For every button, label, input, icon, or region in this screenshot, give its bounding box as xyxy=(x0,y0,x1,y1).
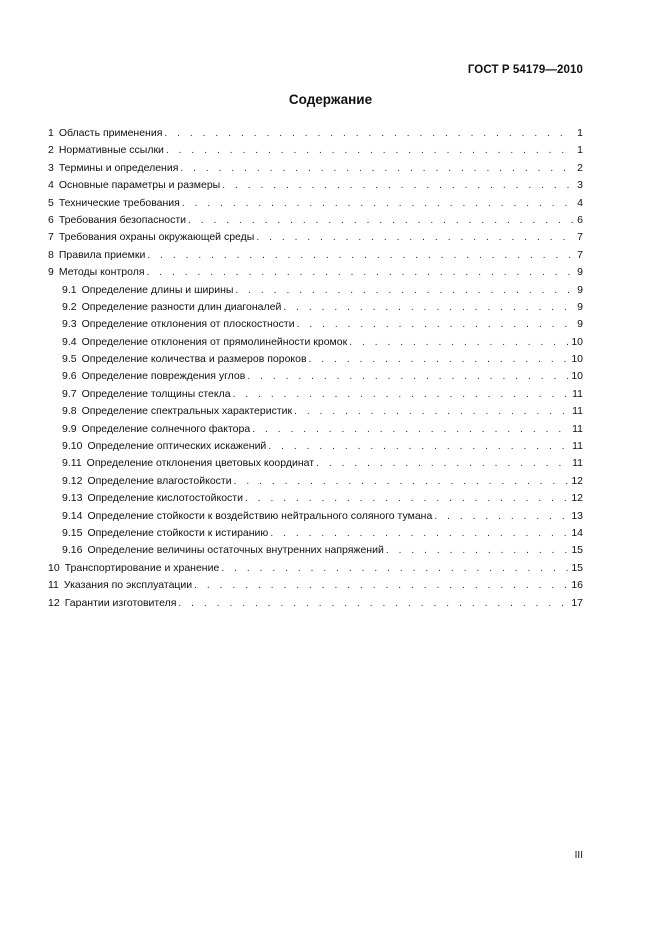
toc-entry[interactable] xyxy=(48,525,583,542)
toc-entry-title: Требования охраны окружающей среды xyxy=(58,231,255,244)
toc-entry[interactable] xyxy=(48,299,583,316)
toc-entry-page: 11 xyxy=(572,457,583,470)
toc-entry-title: Транспортирование и хранение xyxy=(64,561,220,574)
toc-entry[interactable] xyxy=(48,386,583,403)
toc-entry-title: Определение количества и размеров пороков xyxy=(81,353,307,366)
toc-entry-number: 9.12 xyxy=(62,474,83,487)
toc-title: Содержание xyxy=(288,92,373,107)
toc-entry[interactable] xyxy=(48,455,583,472)
toc-leader-dots xyxy=(180,160,573,177)
toc-entry-number: 9.4 xyxy=(62,335,77,348)
table-of-contents xyxy=(48,125,583,612)
toc-entry-title: Определение кислотостойкости xyxy=(87,492,243,505)
toc-entry-number: 9.8 xyxy=(62,405,77,418)
toc-entry-number: 9.10 xyxy=(62,440,83,453)
toc-entry[interactable] xyxy=(48,490,583,507)
toc-leader-dots xyxy=(386,542,569,559)
toc-entry[interactable] xyxy=(48,334,583,351)
toc-entry-page: 16 xyxy=(571,579,583,592)
toc-entry[interactable] xyxy=(48,542,583,559)
toc-entry-title: Определение стойкости к истиранию xyxy=(87,526,269,539)
toc-entry[interactable] xyxy=(48,508,583,525)
toc-entry-number: 9.9 xyxy=(62,422,77,435)
toc-entry[interactable] xyxy=(48,560,583,577)
toc-entry-page: 7 xyxy=(577,231,583,244)
toc-entry[interactable] xyxy=(48,212,583,229)
toc-entry-title: Требования безопасности xyxy=(58,213,187,226)
toc-entry[interactable] xyxy=(48,403,583,420)
toc-entry-page: 9 xyxy=(577,266,583,279)
toc-entry[interactable] xyxy=(48,195,583,212)
toc-leader-dots xyxy=(235,282,573,299)
toc-entry-title: Технические требования xyxy=(58,196,180,209)
toc-entry[interactable] xyxy=(48,125,583,142)
toc-entry[interactable] xyxy=(48,247,583,264)
toc-leader-dots xyxy=(233,386,571,403)
toc-entry-title: Правила приемки xyxy=(58,248,146,261)
toc-entry-page: 6 xyxy=(577,213,583,226)
toc-entry[interactable] xyxy=(48,595,583,612)
toc-entry-number: 1 xyxy=(48,127,54,139)
toc-entry-number: 6 xyxy=(48,213,54,226)
toc-leader-dots xyxy=(349,334,569,351)
toc-entry-page: 1 xyxy=(577,127,583,139)
toc-leader-dots xyxy=(256,229,573,246)
toc-entry-page: 14 xyxy=(571,526,583,539)
toc-entry-title: Определение влагостойкости xyxy=(87,474,232,487)
toc-leader-dots xyxy=(178,595,569,612)
toc-leader-dots xyxy=(164,125,573,142)
toc-entry-title: Нормативные ссылки xyxy=(58,144,164,157)
toc-leader-dots xyxy=(309,351,570,368)
toc-entry-page: 11 xyxy=(572,405,583,418)
toc-leader-dots xyxy=(247,368,569,385)
toc-entry-title: Гарантии изготовителя xyxy=(64,596,177,609)
toc-leader-dots xyxy=(188,212,573,229)
toc-entry-title: Определение оптических искажений xyxy=(87,440,267,453)
toc-entry-page: 3 xyxy=(577,179,583,192)
toc-entry-page: 9 xyxy=(577,283,583,296)
toc-entry-number: 3 xyxy=(48,161,54,174)
toc-leader-dots xyxy=(194,577,569,594)
toc-leader-dots xyxy=(270,525,569,542)
toc-entry-page: 4 xyxy=(577,196,583,209)
toc-leader-dots xyxy=(182,195,573,212)
toc-entry-page: 12 xyxy=(571,492,583,505)
toc-leader-dots xyxy=(283,299,573,316)
toc-entry-page: 11 xyxy=(572,440,583,453)
toc-leader-dots xyxy=(166,142,573,159)
toc-leader-dots xyxy=(147,264,573,281)
toc-entry-number: 9.5 xyxy=(62,353,77,366)
toc-leader-dots xyxy=(297,316,573,333)
toc-entry[interactable] xyxy=(48,351,583,368)
toc-entry-page: 15 xyxy=(571,561,583,574)
toc-entry-page: 9 xyxy=(577,318,583,331)
toc-entry[interactable] xyxy=(48,142,583,159)
page-number: III xyxy=(574,850,583,861)
toc-entry-page: 1 xyxy=(577,144,583,157)
toc-entry-title: Область применения xyxy=(58,127,163,139)
toc-entry-title: Определение стойкости к воздействию нейтрального соляного тумана xyxy=(87,509,433,522)
toc-entry-number: 4 xyxy=(48,179,54,192)
toc-entry[interactable] xyxy=(48,229,583,246)
toc-entry-number: 10 xyxy=(48,561,60,574)
toc-entry[interactable] xyxy=(48,177,583,194)
toc-entry-title: Определение длины и ширины xyxy=(81,283,234,296)
toc-entry-number: 2 xyxy=(48,144,54,157)
toc-leader-dots xyxy=(268,438,570,455)
toc-entry-number: 11 xyxy=(48,579,59,592)
toc-leader-dots xyxy=(316,455,570,472)
toc-entry-page: 10 xyxy=(571,335,583,348)
toc-entry-number: 12 xyxy=(48,596,60,609)
toc-entry-title: Определение отклонения от прямолинейности кромок xyxy=(81,335,348,348)
toc-entry-title: Термины и определения xyxy=(58,161,179,174)
toc-entry-title: Определение отклонения от плоскостности xyxy=(81,318,295,331)
toc-entry-number: 9.7 xyxy=(62,387,77,400)
toc-entry-number: 8 xyxy=(48,248,54,261)
toc-entry[interactable] xyxy=(48,316,583,333)
toc-entry[interactable] xyxy=(48,473,583,490)
toc-entry[interactable] xyxy=(48,282,583,299)
document-code: ГОСТ Р 54179—2010 xyxy=(467,64,583,76)
toc-leader-dots xyxy=(147,247,573,264)
toc-leader-dots xyxy=(245,490,569,507)
toc-entry[interactable] xyxy=(48,421,583,438)
toc-entry[interactable] xyxy=(48,368,583,385)
toc-entry-title: Основные параметры и размеры xyxy=(58,179,221,192)
toc-entry-title: Определение разности длин диагоналей xyxy=(81,300,282,313)
toc-entry-number: 9.1 xyxy=(62,283,77,296)
toc-entry-number: 9.11 xyxy=(62,457,82,470)
toc-entry-title: Определение солнечного фактора xyxy=(81,422,251,435)
toc-leader-dots xyxy=(294,403,570,420)
toc-leader-dots xyxy=(234,473,570,490)
toc-entry-page: 10 xyxy=(571,353,583,366)
toc-leader-dots xyxy=(252,421,570,438)
toc-entry-page: 2 xyxy=(577,161,583,174)
toc-entry-number: 9.3 xyxy=(62,318,77,331)
toc-entry-page: 15 xyxy=(571,544,583,557)
toc-leader-dots xyxy=(222,177,573,194)
toc-entry-number: 9.15 xyxy=(62,526,83,539)
toc-entry-number: 9.6 xyxy=(62,370,77,383)
toc-entry-title: Определение толщины стекла xyxy=(81,387,231,400)
toc-entry-number: 9.2 xyxy=(62,300,77,313)
toc-entry[interactable] xyxy=(48,264,583,281)
toc-entry-page: 17 xyxy=(571,596,583,609)
toc-entry-page: 10 xyxy=(571,370,583,383)
toc-entry-title: Определение отклонения цветовых координат xyxy=(86,457,315,470)
toc-entry-title: Определение величины остаточных внутренних напряжений xyxy=(87,544,384,557)
toc-entry-page: 9 xyxy=(577,300,583,313)
toc-entry-title: Определение спектральных характеристик xyxy=(81,405,293,418)
toc-entry-page: 11 xyxy=(572,422,583,435)
toc-entry[interactable] xyxy=(48,438,583,455)
toc-entry-title: Методы контроля xyxy=(58,266,145,279)
toc-entry-page: 13 xyxy=(571,509,583,522)
toc-entry-page: 12 xyxy=(571,474,583,487)
toc-entry-page: 7 xyxy=(577,248,583,261)
toc-entry-page: 11 xyxy=(572,387,583,400)
toc-leader-dots xyxy=(434,508,569,525)
toc-entry-number: 9.14 xyxy=(62,509,83,522)
toc-entry-number: 9.16 xyxy=(62,544,83,557)
toc-entry-number: 9.13 xyxy=(62,492,83,505)
toc-entry[interactable] xyxy=(48,160,583,177)
toc-leader-dots xyxy=(221,560,569,577)
toc-entry-number: 9 xyxy=(48,266,54,279)
toc-entry-number: 7 xyxy=(48,231,54,244)
toc-entry[interactable] xyxy=(48,577,583,594)
toc-entry-number: 5 xyxy=(48,196,54,209)
toc-entry-title: Определение повреждения углов xyxy=(81,370,246,383)
toc-entry-title: Указания по эксплуатации xyxy=(63,579,193,592)
